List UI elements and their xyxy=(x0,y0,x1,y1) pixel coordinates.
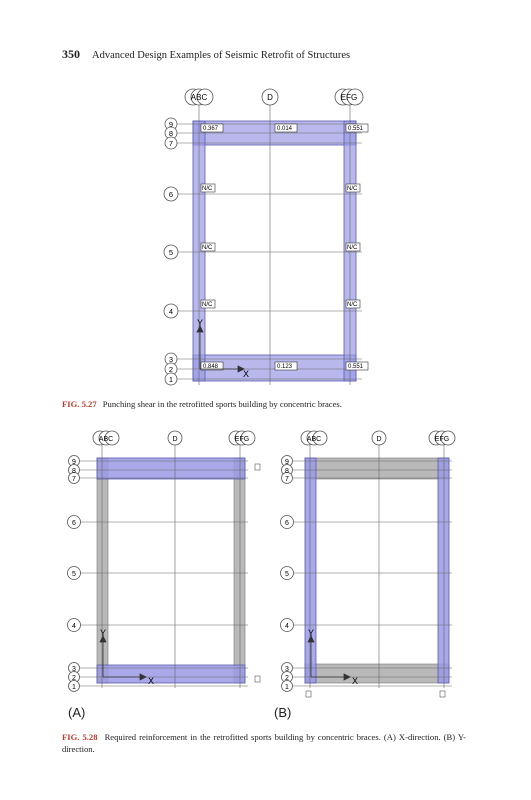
page-number: 350 xyxy=(62,47,80,61)
a-row-label-3: 3 xyxy=(72,666,76,673)
row-label-2: 2 xyxy=(168,365,174,374)
value-bot-mid: 0.123 xyxy=(277,364,293,370)
row-label-6: 6 xyxy=(168,190,174,199)
fig-5-28-number: FIG. 5.28 xyxy=(62,732,98,742)
value-bot-left: 0.848 xyxy=(203,364,219,370)
value-right-5: N/C xyxy=(347,245,358,251)
value-right-6: N/C xyxy=(347,186,358,192)
fig-5-28-caption xyxy=(62,731,466,755)
row-label-4: 4 xyxy=(168,307,174,316)
b-row-label-7: 7 xyxy=(285,476,289,483)
b-marker-bottom-left xyxy=(306,691,311,697)
b-row-label-2: 2 xyxy=(285,675,289,682)
a-row-label-6: 6 xyxy=(72,520,76,527)
a-row-label-2: 2 xyxy=(72,675,76,682)
value-left-5: N/C xyxy=(202,245,213,251)
b-row-label-6: 6 xyxy=(285,520,289,527)
b-axis-y-label: Y xyxy=(308,628,315,638)
a-col-label-abc: ABC xyxy=(98,436,114,443)
a-col-label-efg: EFG xyxy=(234,436,250,443)
row-label-8: 8 xyxy=(168,129,174,138)
value-bot-right: 0.551 xyxy=(348,364,364,370)
b-bottom-beam xyxy=(305,664,449,683)
panel-label-b: (B) xyxy=(274,705,292,720)
a-row-label-4: 4 xyxy=(72,623,76,630)
col-label-efg: EFG xyxy=(340,93,358,102)
b-col-label-abc: ABC xyxy=(306,436,322,443)
row-label-1: 1 xyxy=(168,375,174,384)
value-top-mid: 0.014 xyxy=(277,126,293,132)
b-row-label-5: 5 xyxy=(285,571,289,578)
b-right-beam xyxy=(438,458,449,683)
b-left-beam xyxy=(305,458,316,683)
a-row-label-5: 5 xyxy=(72,571,76,578)
b-col-label-d: D xyxy=(376,436,382,443)
a-col-label-d: D xyxy=(172,436,178,443)
col-label-abc: ABC xyxy=(190,93,208,102)
value-top-right: 0.551 xyxy=(348,126,364,132)
row-label-3: 3 xyxy=(168,355,174,364)
a-row-label-9: 9 xyxy=(72,459,76,466)
a-row-label-7: 7 xyxy=(72,476,76,483)
b-row-label-3: 3 xyxy=(285,666,289,673)
value-left-6: N/C xyxy=(202,186,213,192)
b-row-label-8: 8 xyxy=(285,468,289,475)
row-label-5: 5 xyxy=(168,248,174,257)
panel-label-a: (A) xyxy=(68,705,86,720)
b-col-label-efg: EFG xyxy=(434,436,450,443)
a-axis-x-label: X xyxy=(148,676,155,686)
row-label-7: 7 xyxy=(168,139,174,148)
b-row-label-9: 9 xyxy=(285,459,289,466)
axis-x-label: X xyxy=(243,369,250,379)
book-title: Advanced Design Examples of Seismic Retrofit of Structures xyxy=(92,50,351,61)
row-label-9: 9 xyxy=(168,120,174,129)
b-axis-x-label: X xyxy=(352,676,359,686)
fig-5-28-text: Required reinforcement in the retrofitted sports building by concentric braces. (A) X-direction. (B) Y-direction. xyxy=(62,732,466,754)
axis-y-label: Y xyxy=(197,318,204,328)
fig-5-27-number: FIG. 5.27 xyxy=(62,399,97,409)
b-row-label-4: 4 xyxy=(285,623,289,630)
a-row-label-8: 8 xyxy=(72,468,76,475)
a-row-label-1: 1 xyxy=(72,684,76,691)
b-marker-bottom-right xyxy=(440,691,445,697)
fig-5-27-text: Punching shear in the retrofitted sports building by concentric braces. xyxy=(102,399,342,409)
col-label-d: D xyxy=(267,93,273,102)
value-left-4: N/C xyxy=(202,302,213,308)
b-row-label-1: 1 xyxy=(285,684,289,691)
value-right-4: N/C xyxy=(347,302,358,308)
value-top-left: 0.367 xyxy=(203,126,219,132)
a-axis-y-label: Y xyxy=(100,628,107,638)
